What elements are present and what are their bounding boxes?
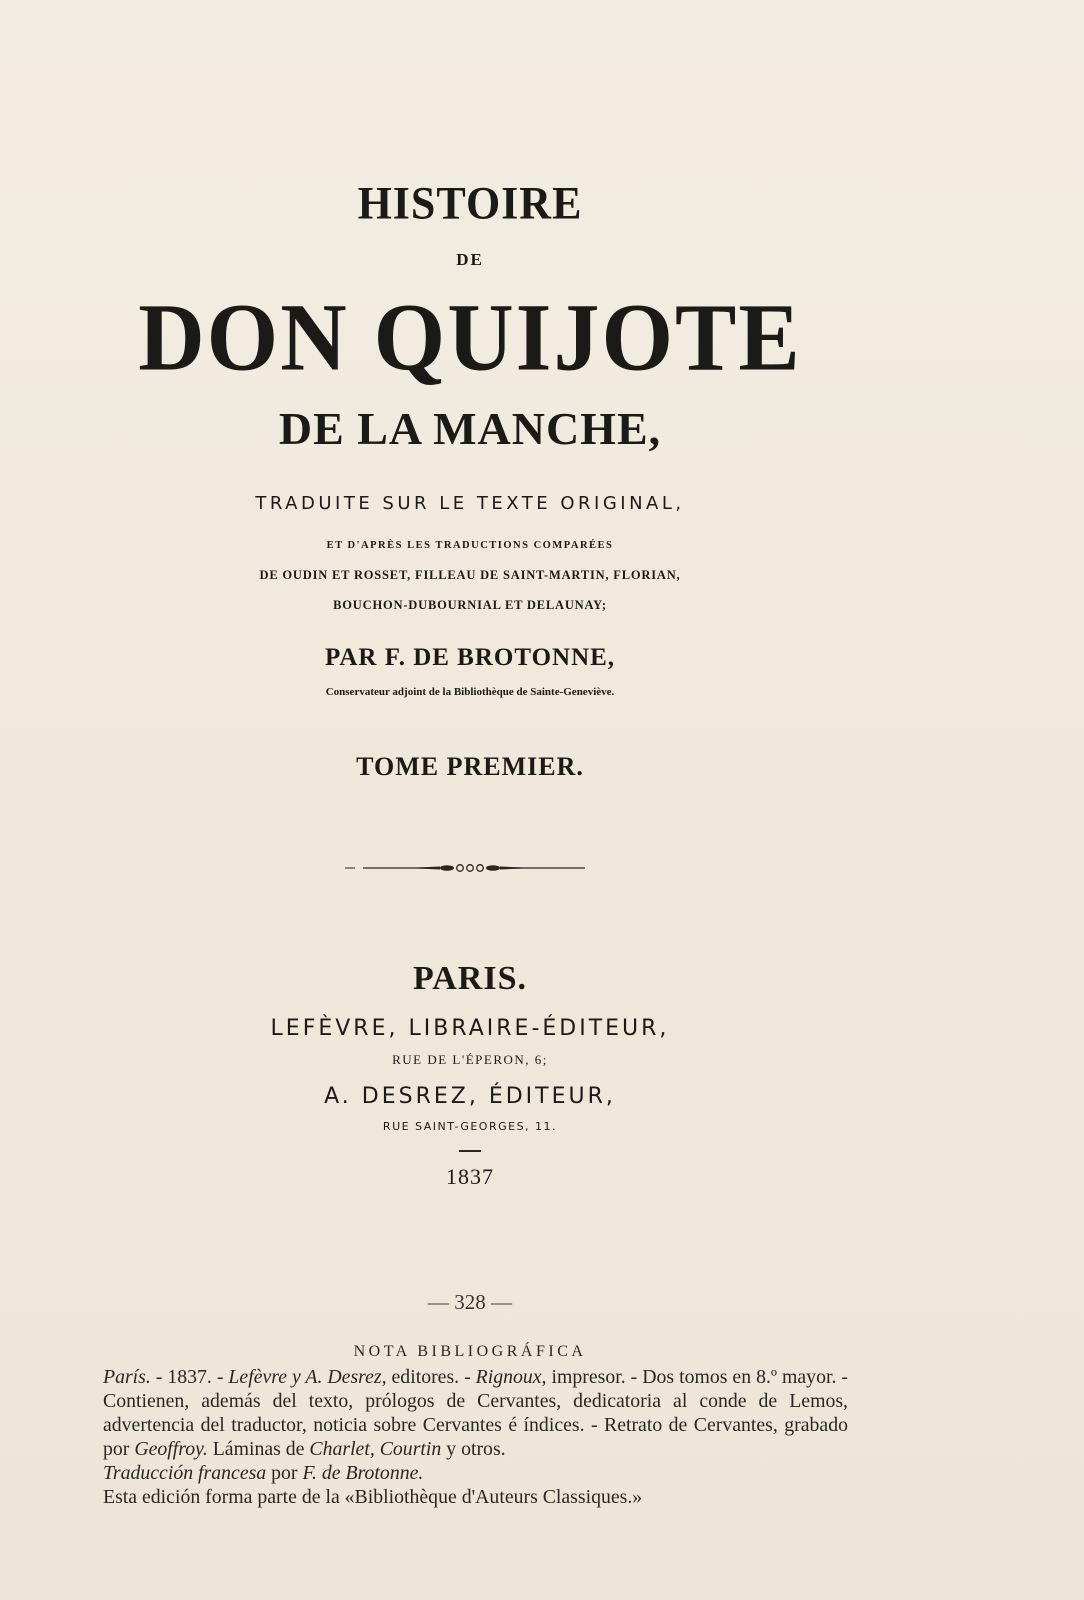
note-translator: F. de Brotonne. bbox=[302, 1462, 424, 1484]
page-number: — 328 — bbox=[428, 1290, 512, 1314]
title-de: DE bbox=[456, 250, 484, 269]
translators-line-1: DE OUDIN ET ROSSET, FILLEAU DE SAINT-MARTIN, FLORIAN, bbox=[259, 568, 681, 582]
ornamental-rule-icon bbox=[345, 863, 595, 873]
note-city: París. bbox=[103, 1366, 151, 1388]
note-printer: Rignoux, bbox=[475, 1366, 547, 1388]
title-de-la-manche: DE LA MANCHE, bbox=[278, 403, 662, 454]
compared-translations-line: ET D'APRÈS LES TRADUCTIONS COMPARÉES bbox=[326, 540, 614, 551]
title-don-quijote: DON QUIJOTE bbox=[138, 283, 802, 391]
short-rule bbox=[459, 1150, 481, 1152]
address-rue-eperon: RUE DE L'ÉPERON, 6; bbox=[392, 1052, 548, 1067]
volume-label: TOME PREMIER. bbox=[356, 752, 584, 781]
note-illustrators: Charlet, Courtin bbox=[309, 1438, 442, 1460]
imprint-city: PARIS. bbox=[413, 960, 527, 997]
note-engraver: Geoffroy. bbox=[134, 1438, 208, 1460]
title-histoire: HISTOIRE bbox=[357, 177, 583, 230]
note-paragraph-3: Esta edición forma parte de la «Bibliothèque d'Auteurs Classiques.» bbox=[103, 1486, 643, 1508]
address-rue-saint-georges: RUE SAINT-GEORGES, 11. bbox=[382, 1120, 558, 1133]
translators-line-2: BOUCHON-DUBOURNIAL ET DELAUNAY; bbox=[333, 598, 607, 612]
publisher-lefevre: LEFÈVRE, LIBRAIRE-ÉDITEUR, bbox=[270, 1016, 670, 1041]
note-paragraph-2: Traducción francesa por F. de Brotonne. bbox=[103, 1462, 424, 1484]
note-publishers: Lefèvre y A. Desrez, bbox=[228, 1366, 387, 1388]
publisher-desrez: A. DESREZ, ÉDITEUR, bbox=[324, 1084, 616, 1109]
translation-note: TRADUITE SUR LE TEXTE ORIGINAL, bbox=[255, 493, 685, 514]
note-paragraph-1: París. - 1837. - Lefèvre y A. Desrez, editores. - Rignoux, impresor. - Dos tomos en 8.º mayor. - Contienen, además del texto, prólogos de Cervantes, dedicatoria al conde de Lemos, advertencia del traductor, noticia sobre Cervantes é índices. - Retrato de Cervantes, grabado por Geoffroy. Láminas de Charlet, Courtin y otros. bbox=[103, 1366, 848, 1460]
author-title: Conservateur adjoint de la Bibliothèque de Sainte-Geneviève. bbox=[325, 686, 615, 698]
note-heading: NOTA BIBLIOGRÁFICA bbox=[353, 1343, 587, 1360]
author-line: PAR F. DE BROTONNE, bbox=[324, 644, 616, 671]
bibliographic-note bbox=[103, 1365, 848, 1509]
publication-year: 1837 bbox=[446, 1164, 494, 1189]
